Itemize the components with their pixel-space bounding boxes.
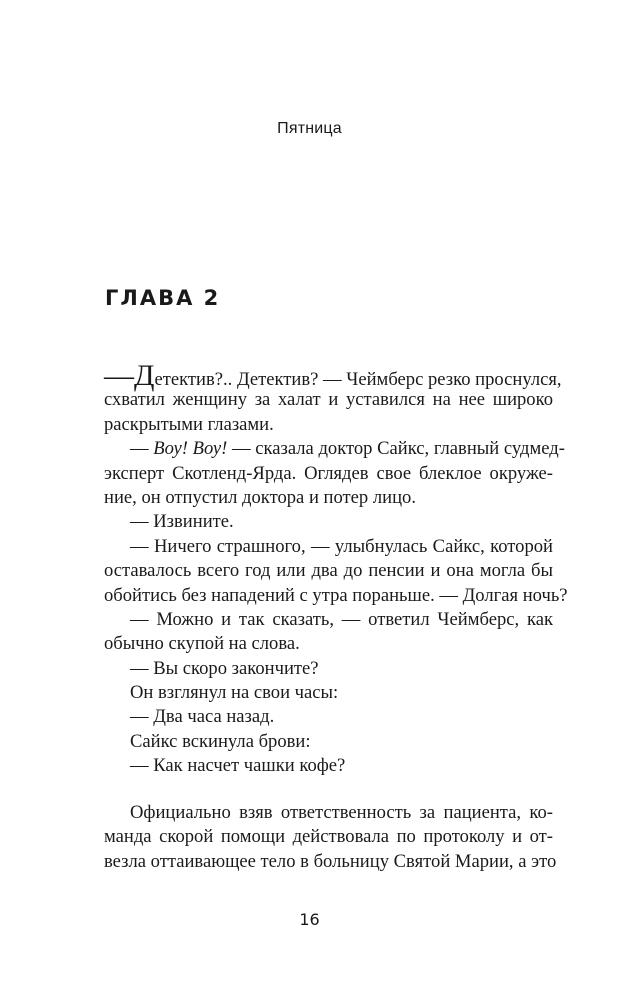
dropcap-dash: —: [104, 359, 134, 392]
paragraph-line: раскрытыми глазами.: [104, 413, 274, 435]
chapter-body-continued: [104, 801, 557, 874]
paragraph-line: обойтись без нападений с утра пораньше. — Долгая ночь?: [104, 584, 568, 606]
paragraph-line: эксперт Скотленд-Ярда. Оглядев свое блеклое окруже-: [104, 462, 553, 484]
chapter-title: ГЛАВА 2: [105, 286, 221, 310]
paragraph-line: [104, 359, 562, 392]
paragraph-line: везла оттаивающее тело в больницу Святой Марии, а это: [104, 850, 557, 872]
paragraph-line: оставалось всего год или два до пенсии и она могла бы: [104, 560, 553, 582]
paragraph-line: манда скорой помощи действовала по протоколу и от-: [104, 826, 553, 848]
paragraph-line: Официально взяв ответственность за пациента, ко-: [130, 802, 553, 823]
italic-text: Воу! Воу!: [153, 438, 228, 460]
line-text: етектив?.. Детектив? — Чеймберс резко проснулся,: [154, 369, 562, 390]
paragraph-line: — Как насчет чашки кофе?: [130, 755, 346, 777]
paragraph-line: [104, 437, 565, 461]
paragraph-line: Сайкс вскинула брови:: [130, 730, 311, 752]
line-text: —: [130, 438, 154, 460]
chapter-body: [104, 359, 568, 779]
paragraph-line: обычно скупой на слова.: [104, 633, 300, 655]
paragraph-line: — Вы скоро закончите?: [130, 657, 319, 679]
dropcap-letter: Д: [134, 359, 155, 392]
paragraph-line: схватил женщину за халат и уставился на нее широко: [104, 389, 553, 411]
paragraph-line: — Извините.: [130, 511, 234, 533]
page-number: 16: [299, 910, 320, 929]
line-text: — сказала доктор Сайкс, главный судмед-: [227, 438, 565, 460]
paragraph-line: Он взглянул на свои часы:: [130, 682, 339, 704]
paragraph-line: — Два часа назад.: [130, 706, 275, 728]
paragraph-line: — Можно и так сказать, — ответил Чеймберс, как: [130, 608, 553, 630]
paragraph-line: — Ничего страшного, — улыбнулась Сайкс, которой: [130, 535, 553, 557]
running-head: Пятница: [277, 120, 342, 137]
paragraph-line: ние, он отпустил доктора и потер лицо.: [104, 486, 416, 508]
